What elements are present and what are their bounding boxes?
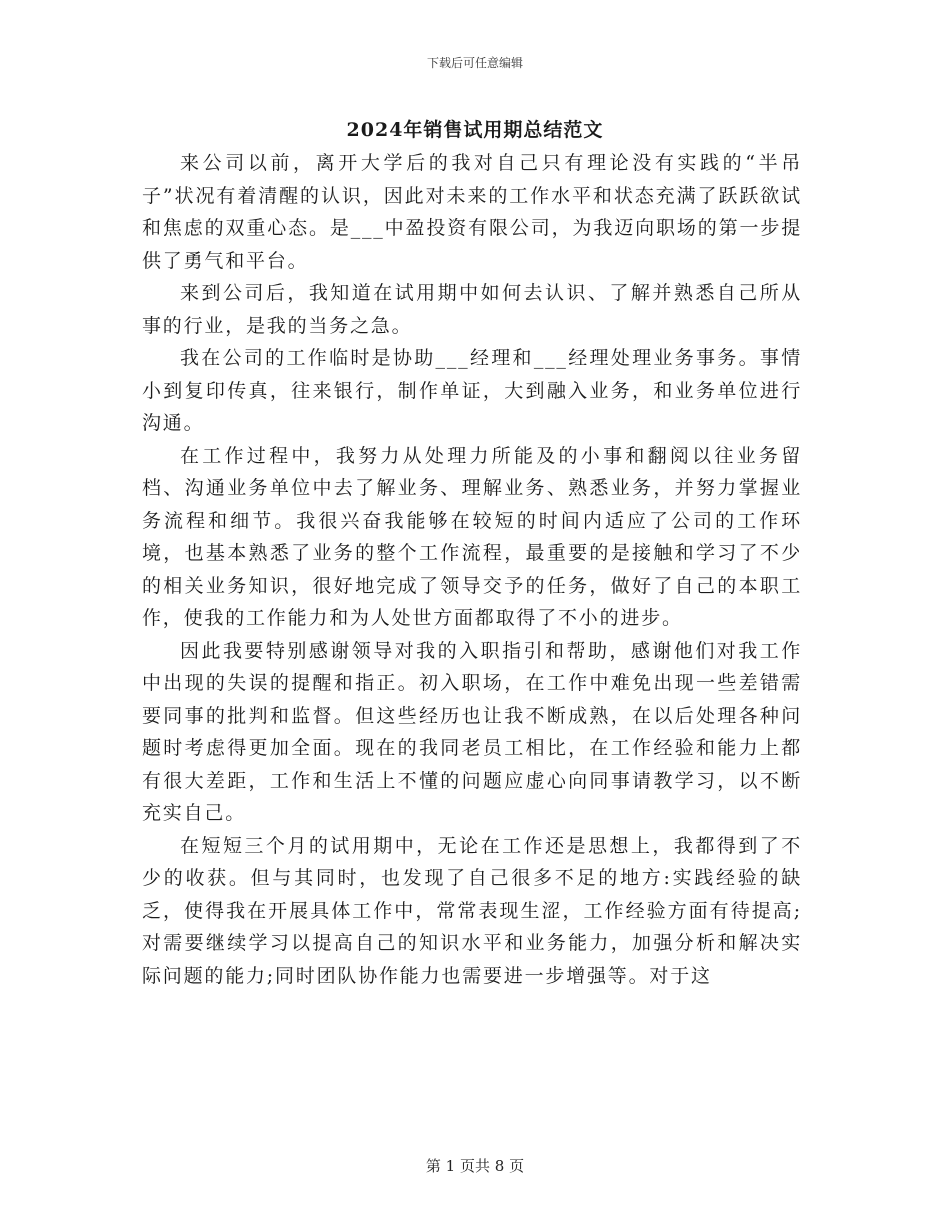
paragraph: 来公司以前，离开大学后的我对自己只有理论没有实践的“半吊子”状况有着清醒的认识，因此对未来的工作水平和状态充满了跃跃欲试和焦虑的双重心态。是___中盈投资有限公司，为我迈向职场的第一步提供了勇气和平台。 — [142, 152, 802, 272]
page-number: 第 1 页共 8 页 — [425, 1157, 525, 1175]
paragraph: 在工作过程中，我努力从处理力所能及的小事和翻阅以往业务留档、沟通业务单位中去了解业务、理解业务、熟悉业务，并努力掌握业务流程和细节。我很兴奋我能够在较短的时间内适应了公司的工作环境，也基本熟悉了业务的整个工作流程，最重要的是接触和学习了不少的相关业务知识，很好地完成了领导交予的任务，做好了自己的本职工作，使我的工作能力和为人处世方面都取得了不小的进步。 — [142, 444, 802, 629]
page-header-note: 下载后可任意编辑 — [426, 56, 523, 70]
paragraph: 因此我要特别感谢领导对我的入职指引和帮助，感谢他们对我工作中出现的失误的提醒和指正。初入职场，在工作中难免出现一些差错需要同事的批判和监督。但这些经历也让我不断成熟，在以后处理各种问题时考虑得更加全面。现在的我同老员工相比，在工作经验和能力上都有很大差距，工作和生活上不懂的问题应虚心向同事请教学习，以不断充实自己。 — [142, 639, 802, 824]
paragraph: 在短短三个月的试用期中，无论在工作还是思想上，我都得到了不少的收获。但与其同时，也发现了自己很多不足的地方:实践经验的缺乏，使得我在开展具体工作中，常常表现生涩，工作经验方面有待提高;对需要继续学习以提高自己的知识水平和业务能力，加强分析和解决实际问题的能力;同时团队协作能力也需要进一步增强等。对于这 — [142, 834, 802, 987]
paragraph: 来到公司后，我知道在试用期中如何去认识、了解并熟悉自己所从事的行业，是我的当务之急。 — [142, 282, 802, 337]
document-title: 2024年销售试用期总结范文 — [346, 119, 604, 141]
document-body — [142, 147, 802, 992]
paragraph: 我在公司的工作临时是协助___经理和___经理处理业务事务。事情小到复印传真，往来银行，制作单证，大到融入业务，和业务单位进行沟通。 — [142, 347, 802, 434]
